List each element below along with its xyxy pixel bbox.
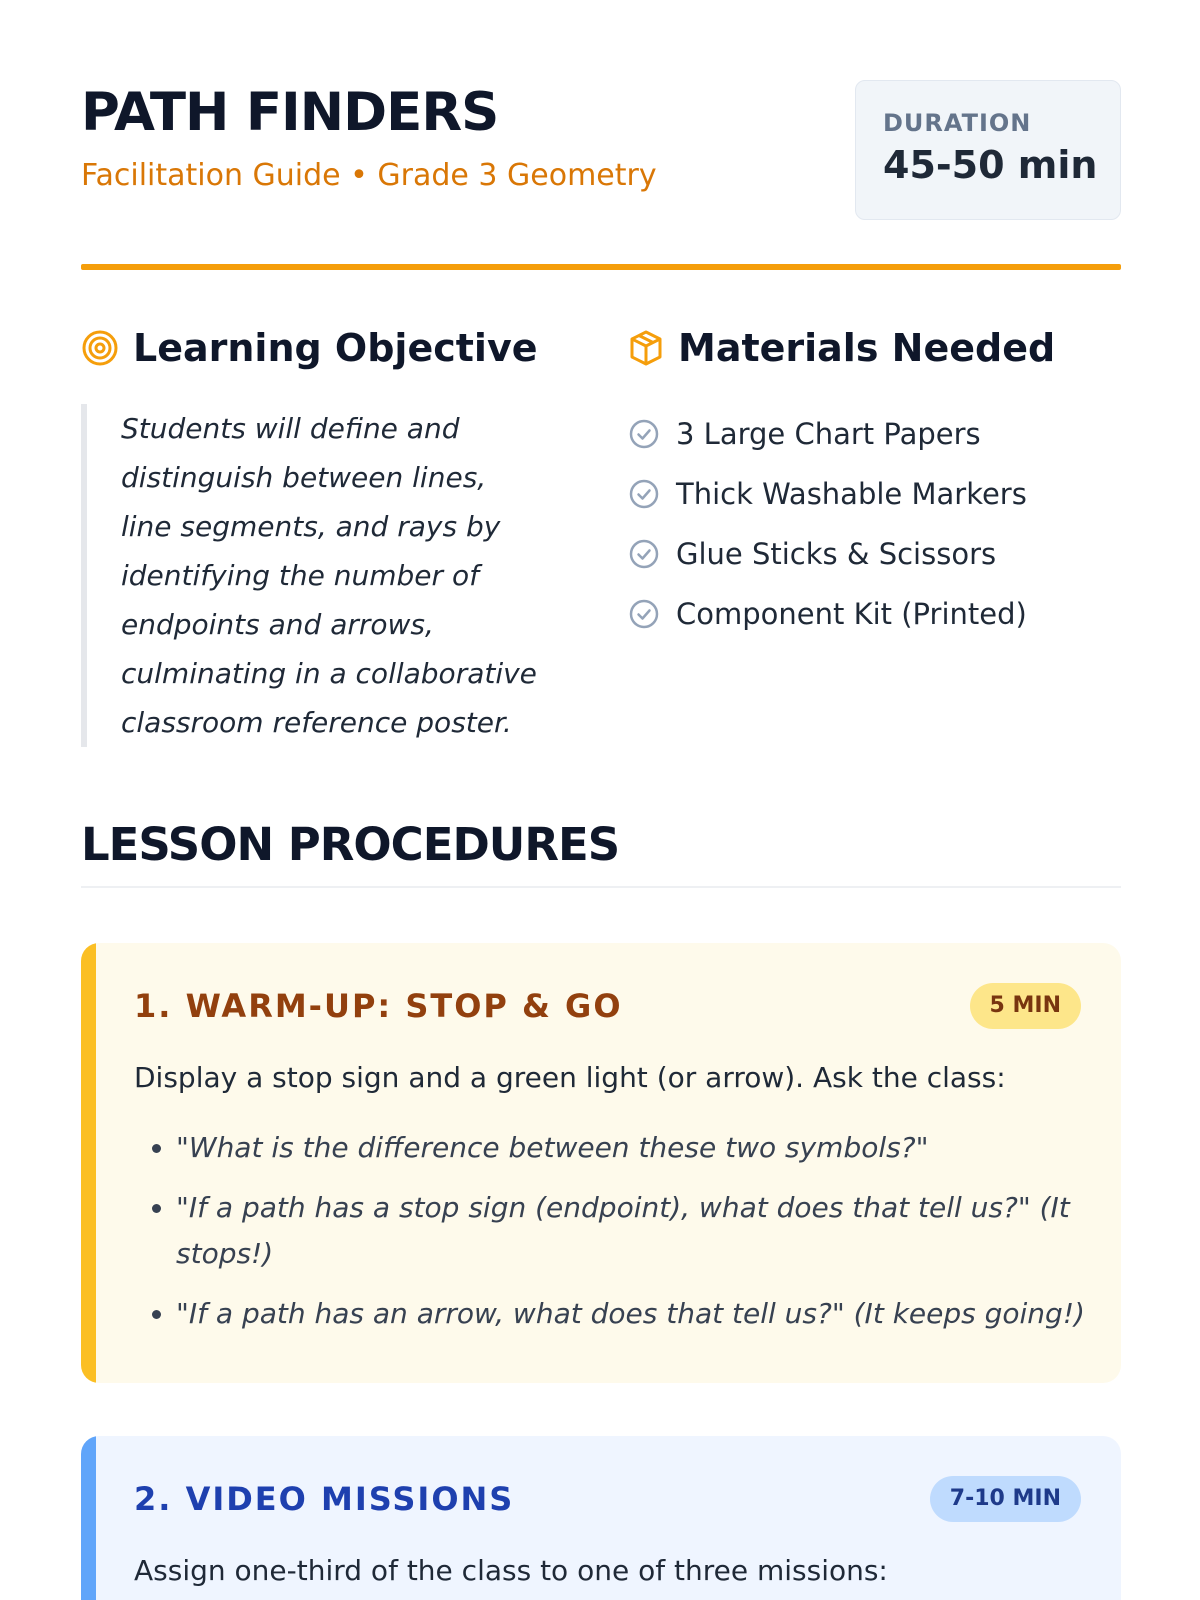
materials-list xyxy=(628,404,1027,644)
list-item xyxy=(628,464,1027,524)
step-accent-bar xyxy=(81,943,96,1383)
material-label: Thick Washable Markers xyxy=(676,477,1027,511)
list-item: • "What is the difference between these two symbols?" xyxy=(176,1125,1121,1171)
material-label: Component Kit (Printed) xyxy=(676,597,1027,631)
step-card-video xyxy=(81,1436,1121,1600)
materials-heading-label: Materials Needed xyxy=(678,326,1056,370)
material-label: Glue Sticks & Scissors xyxy=(676,537,997,571)
objective-text: Students will define and distinguish between lines, line segments, and rays by identifying the number of endpoints and arrows, culminating in a collaborative classroom reference poster. xyxy=(81,404,541,747)
step-question-list xyxy=(134,1125,1121,1351)
check-circle-icon xyxy=(628,538,660,570)
header-divider xyxy=(81,264,1121,270)
list-item xyxy=(628,584,1027,644)
step-title: 2. VIDEO MISSIONS xyxy=(134,1480,515,1518)
check-circle-icon xyxy=(628,418,660,450)
procedures-title: LESSON PROCEDURES xyxy=(81,818,620,871)
material-label: 3 Large Chart Papers xyxy=(676,417,981,451)
procedures-divider xyxy=(81,886,1121,888)
check-circle-icon xyxy=(628,598,660,630)
list-item: • "If a path has an arrow, what does that tell us?" (It keeps going!) xyxy=(176,1291,1121,1337)
step-title: 1. WARM-UP: STOP & GO xyxy=(134,987,623,1025)
target-icon xyxy=(81,329,119,367)
step-card-warmup xyxy=(81,943,1121,1383)
package-icon xyxy=(628,329,664,367)
check-circle-icon xyxy=(628,478,660,510)
step-intro: Assign one-third of the class to one of three missions: xyxy=(134,1554,888,1587)
page-title: PATH FINDERS xyxy=(81,82,499,143)
objective-heading xyxy=(81,326,538,370)
page-subtitle: Facilitation Guide • Grade 3 Geometry xyxy=(81,158,657,193)
step-intro: Display a stop sign and a green light (or arrow). Ask the class: xyxy=(134,1061,1006,1094)
time-badge: 5 MIN xyxy=(970,983,1081,1029)
duration-box xyxy=(855,80,1121,220)
list-item xyxy=(628,524,1027,584)
step-accent-bar xyxy=(81,1436,96,1600)
duration-label: DURATION xyxy=(883,109,1032,137)
objective-heading-label: Learning Objective xyxy=(133,326,538,370)
duration-value: 45-50 min xyxy=(883,143,1098,187)
list-item: • "If a path has a stop sign (endpoint), what does that tell us?" (It stops!) xyxy=(176,1185,1121,1277)
list-item xyxy=(628,404,1027,464)
guide-header xyxy=(81,80,1121,220)
materials-heading xyxy=(628,326,1055,370)
time-badge: 7-10 MIN xyxy=(930,1476,1081,1522)
